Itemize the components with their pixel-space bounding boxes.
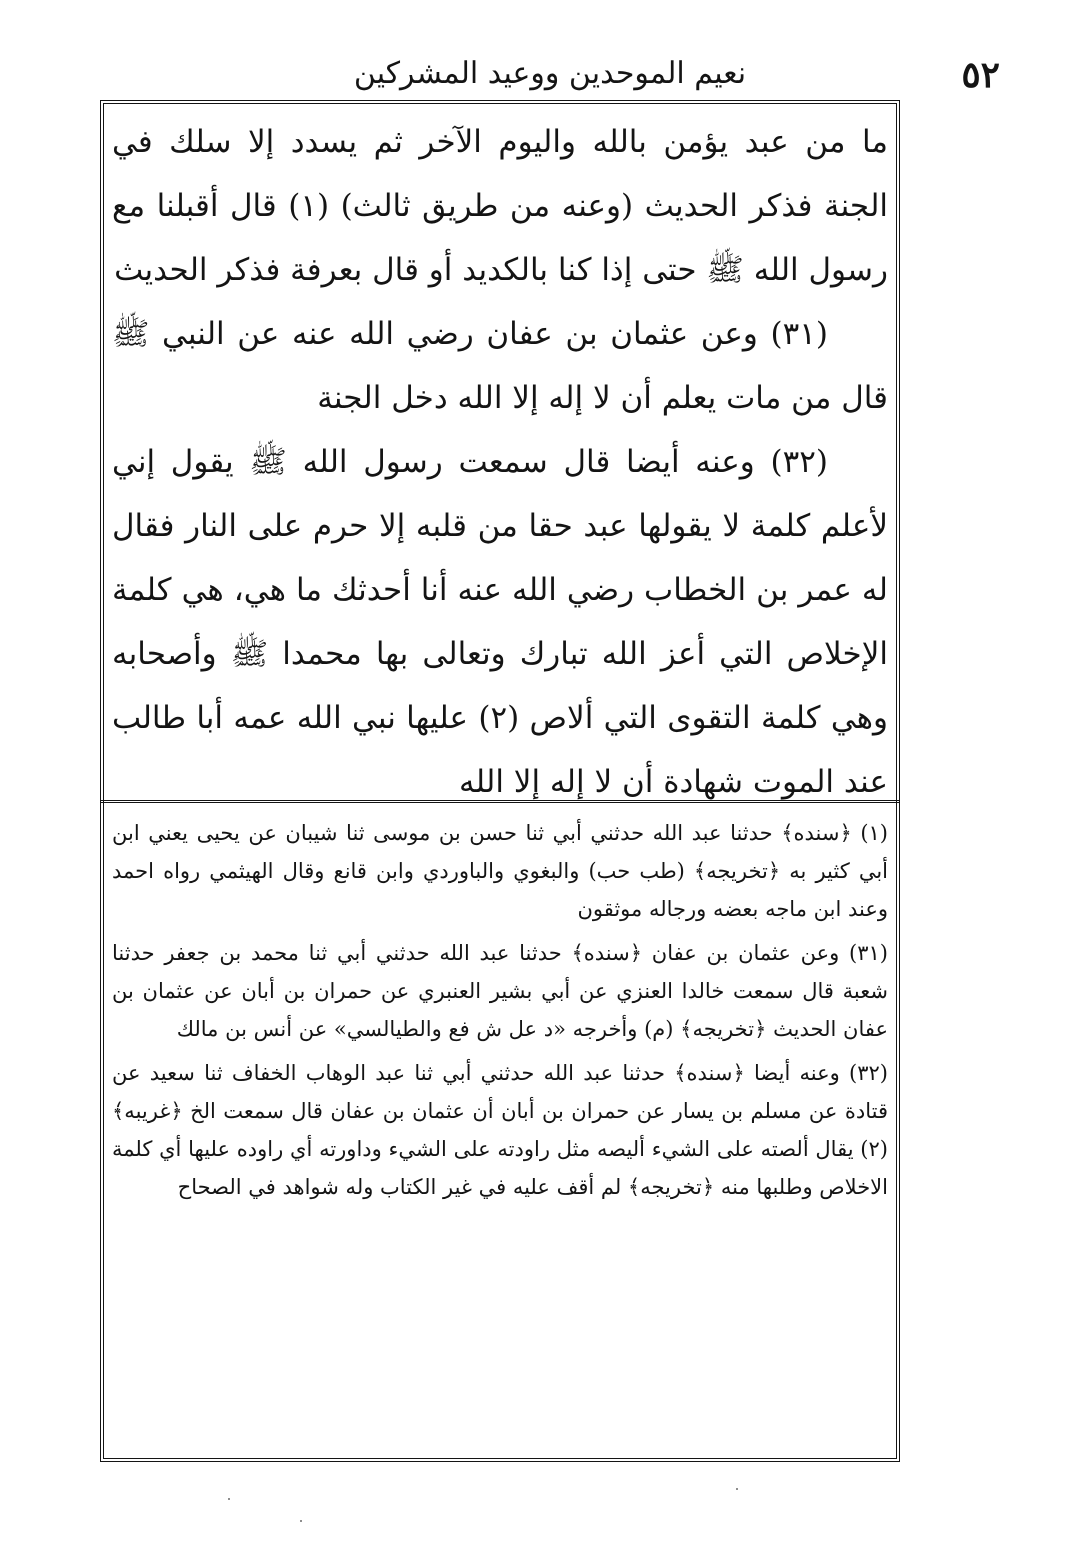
main-paragraph-32: (٣٢) وعنه أيضا قال سمعت رسول الله ﷺ يقول إني لأعلم كلمة لا يقولها عبد حقا من قلبه إلا حرم على النار فقال له عمر بن الخطاب رضي الله عنه أنا أحدثك ما هي، هي كلمة الإخلاص التي أعز الله تبارك وتعالى بها محمدا ﷺ وأصحابه وهي كلمة التقوى التي ألاص (٢) عليها نبي الله عمه أبا طالب عند الموت شهادة أن لا إله إلا الله (112, 444, 888, 800)
footnote-31: (٣١) وعن عثمان بن عفان ﴿سنده﴾ حدثنا عبد الله حدثني أبي ثنا محمد بن جعفر حدثنا شعبة قال سمعت خالدا العنزي عن أبي بشير العنبري عن حمران بن أبان عن عثمان بن عفان الحديث ﴿تخريجه﴾ (م) وأخرجه «د عل ش فع والطيالسي» عن أنس بن مالك (112, 941, 888, 1041)
running-title: نعيم الموحدين ووعيد المشركين (353, 56, 747, 91)
footnote-separator (100, 800, 900, 803)
footnote-32: (٣٢) وعنه أيضا ﴿سنده﴾ حدثنا عبد الله حدثني أبي ثنا عبد الوهاب الخفاف ثنا سعيد عن قتادة عن مسلم بن يسار عن حمران بن أبان أن عثمان بن عفان قال سمعت الخ ﴿غريبه﴾ (٢) يقال ألصته على الشيء أليصه مثل راودته على الشيء وداورته أي راوده عليها أي كلمة الاخلاص وطلبها منه ﴿تخريجه﴾ لم أقف عليه في غير الكتاب وله شواهد في الصحاح (112, 1061, 888, 1199)
footnotes (112, 814, 888, 1206)
page-number: ٥٢ (961, 54, 1000, 96)
scan-speck (300, 1520, 302, 1522)
main-paragraph-continuation: ما من عبد يؤمن بالله واليوم الآخر ثم يسدد إلا سلك في الجنة فذكر الحديث (وعنه من طريق ثالث) (١) قال أقبلنا مع رسول الله ﷺ حتى إذا كنا بالكديد أو قال بعرفة فذكر الحديث (112, 124, 888, 288)
main-paragraph-31: (٣١) وعن عثمان بن عفان رضي الله عنه عن النبي ﷺ قال من مات يعلم أن لا إله إلا الله دخل الجنة (112, 316, 888, 416)
page-header (100, 52, 1000, 96)
scan-speck (736, 1488, 738, 1490)
footnote-1: (١) ﴿سنده﴾ حدثنا عبد الله حدثني أبي ثنا حسن بن موسى ثنا شيبان عن يحيى يعني ابن أبي كثير به ﴿تخريجه﴾ (طب حب) والبغوي والباوردي وابن قانع وقال الهيثمي رواه احمد وعند ابن ماجه بعضه ورجاله موثقون (112, 821, 888, 921)
scan-speck (228, 1498, 230, 1500)
main-text (112, 110, 888, 814)
